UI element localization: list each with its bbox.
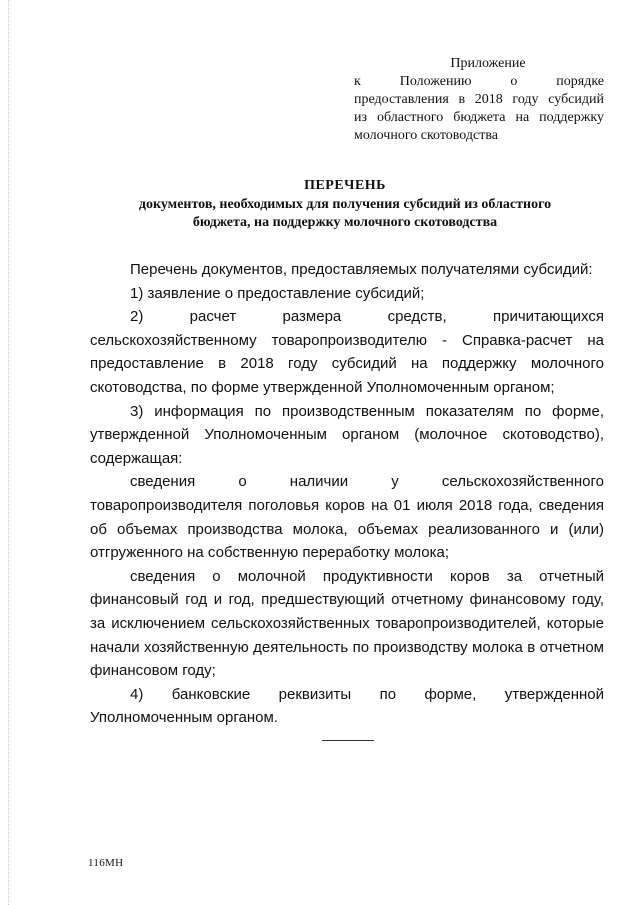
appendix-block [354,55,604,145]
closing-rule [322,740,374,741]
footer-code: 116МН [88,857,124,869]
body-paragraph: 3) информация по производственным показателям по форме, утвержденной Уполномоченным органом (молочное скотоводство), содержащая: [90,402,604,467]
appendix-line: предоставления в 2018 году субсидий [354,92,604,107]
body-paragraph: сведения о наличии у сельскохозяйственного товаропроизводителя поголовья коров на 01 июля 2018 года, сведения об объемах производства молока, объемах реализованного и (или) отгруженного на собственную переработку молока; [90,473,604,562]
body-paragraph: 4) банковские реквизиты по форме, утвержденной Уполномоченным органом. [90,685,604,727]
body-paragraph: 2) расчет размера средств, причитающихся сельскохозяйственному товаропроизводителю - Справка-расчет на предоставление в 2018 году субсидий на поддержку молочного скотоводства, по форме утвержденной Уполномоченным органом; [90,308,604,396]
document-title: ПЕРЕЧЕНЬ [304,178,386,193]
appendix-title: Приложение [450,56,526,71]
body-paragraph: Перечень документов, предоставляемых получателями субсидий: [130,261,593,278]
document-subtitle: документов, необходимых для получения субсидий из областного бюджета, на поддержку молочного скотоводства [138,197,552,230]
body-paragraph: сведения о молочной продуктивности коров за отчетный финансовый год и год, предшествующий отчетному финансовому году, за исключением сельскохозяйственных товаропроизводителей, которые начали хозяйственную деятельность по производству молока в отчетном финансовом году; [90,567,604,680]
scan-edge-line [8,0,9,905]
appendix-line: к Положению о порядке [354,74,604,89]
document-body [90,258,604,730]
appendix-line: молочного скотоводства [354,128,498,143]
appendix-line: из областного бюджета на поддержку [354,110,604,125]
body-paragraph: 1) заявление о предоставление субсидий; [130,284,425,302]
